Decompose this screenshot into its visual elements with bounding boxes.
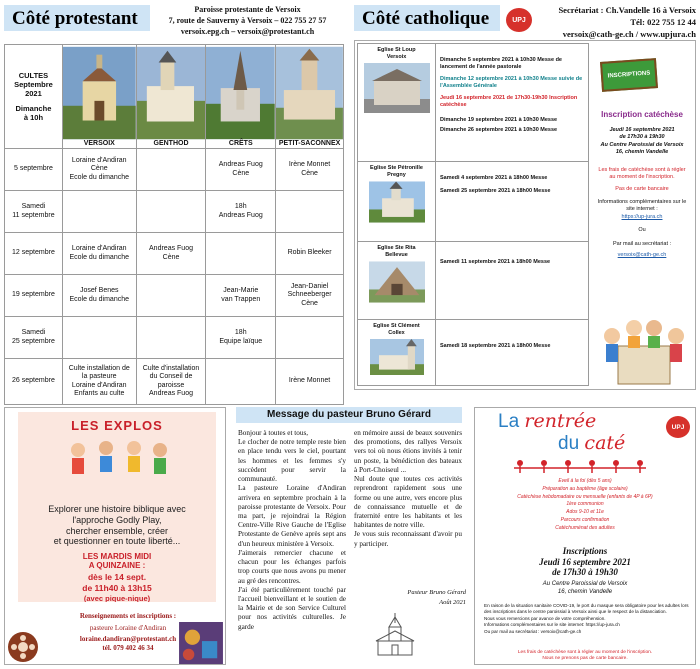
catechese-mail-label: Par mail au secrétariat : — [612, 240, 672, 247]
catechese-title: Inscription catéchèse — [601, 110, 683, 119]
row-cell: Loraine d'Andiran Ecole du dimanche — [62, 233, 136, 275]
st-clement-photo — [369, 339, 425, 375]
rentree-la: La — [498, 411, 520, 432]
catechese-ou: Ou — [638, 227, 646, 234]
ste-rita-masses — [436, 242, 589, 320]
st-loup-masses — [436, 44, 589, 162]
mass-line: Jeudi 16 septembre 2021 de 17h30-19h30 Inscription catéchèse — [440, 95, 578, 108]
catechese-email[interactable]: versoix@cath-ge.ch — [617, 252, 667, 259]
dimanche-label: Dimanche à 10h — [15, 104, 52, 122]
row-cell: Irène Monnet Cène — [276, 149, 344, 191]
church-name: Eglise Ste Pétronille Pregny — [370, 165, 423, 178]
message-col2: en mémoire aussi de beaux souvenirs des promotions, des rallyes Versoix vers toi où nous étions invités à tenir un poste, la bénédiction des bateaux à Port-Choiseul ... Nul doute que toutes ces activités reprendront rapidement sous une forme ou une autre, vers encore plus de connaissance mutuelle et de fraternité entre les habitants et les habitantes de notre ville. Je vous suis reconnaissant d'avoir pu y participer. — [354, 429, 462, 548]
prot-table — [4, 44, 344, 405]
table-row — [5, 191, 344, 233]
table-row — [5, 359, 344, 405]
table-row — [5, 149, 344, 191]
cath-title: Côté catholique — [354, 5, 500, 31]
row-cell — [136, 317, 206, 359]
church-crets — [206, 45, 276, 149]
ste-petronille-photo — [369, 181, 425, 223]
row-cell: Loraine d'Andiran Cène Ecole du dimanche — [62, 149, 136, 191]
table-row — [5, 317, 344, 359]
inscriptions-sign-text: INSCRIPTIONS — [607, 70, 651, 80]
explos-hours: de 11h40 à 13h15 — [82, 583, 152, 593]
cath-table — [357, 43, 589, 386]
st-clement-masses — [436, 320, 589, 386]
catechese-when: Jeudi 16 septembre 2021 de 17h30 à 19h30 Au Centre Paroissial de Versoix 16, chemin Vandelle — [600, 127, 684, 156]
catechese-info-text: Informations complémentaires sur le site internet : — [597, 198, 687, 213]
explos-text: Explorer une histoire biblique avec l'approche Godly Play, chercher ensemble, créer et questionner en toute liberté... — [48, 504, 186, 547]
church-genthod — [136, 45, 206, 149]
church-petit-saconnex — [276, 45, 344, 149]
cultes-label: CULTES Septembre 2021 — [14, 71, 53, 98]
church-name: Eglise Ste Rita Bellevue — [377, 245, 416, 258]
versoix-temple-photo — [63, 46, 136, 140]
col-crets: CRÊTS — [228, 139, 253, 147]
row-cell: 18h Equipe laïque — [206, 317, 276, 359]
prot-address: 7, route de Sauverny à Versoix – 022 755 27 57 — [168, 15, 327, 25]
row-cell: Culte d'installation du Conseil de paroisse Andreas Fuog — [136, 359, 206, 405]
explos-mardis: LES MARDIS MIDI A QUINZAINE : — [82, 552, 152, 571]
rentree-upj-logo — [666, 416, 690, 438]
rentree-heading — [498, 410, 596, 433]
row-cell — [62, 191, 136, 233]
row-cell — [136, 275, 206, 317]
prot-parish: Paroisse protestante de Versoix — [194, 5, 301, 14]
col-versoix: VERSOIX — [83, 139, 115, 147]
explos-title: LES EXPLOS — [71, 418, 163, 433]
mass-line: Dimanche 19 septembre 2021 à 10h30 Messe — [440, 116, 558, 123]
row-cell — [206, 233, 276, 275]
row-cell: Jean-Marie van Trappen — [206, 275, 276, 317]
cultes-cell — [5, 45, 63, 149]
genthod-temple-photo — [137, 46, 206, 140]
mass-line: Samedi 18 septembre 2021 à 18h00 Messe — [440, 343, 551, 349]
message-col1: Bonjour à toutes et tous, Le clocher de notre temple reste bien en place tendu vers le ciel, pourtant les hommes et les femmes s'y succèdent pour servir la communauté. La pasteure Loraine d'Andiran arrivera en septembre prochain à la paroisse protestante de Versoix. Pour ma part, je rejoindrai la Région Centre-Ville Rive Gauche de l'Eglise Protestante de Genève après sept ans d'un heureux ministère à Versoix. J'aimerais remercier chacune et chacun pour les échanges parfois trop courts que nous avons pu mener au gré des rencontres. J'ai été particulièrement touché par l'accueil bienveillant et le soutien de la Mairie et de son Service Culturel pour nos activités culturelles. Je garde — [238, 429, 346, 631]
col-petit-saconnex: PETIT-SACONNEX — [278, 139, 341, 147]
petit-saconnex-temple-photo — [276, 46, 343, 140]
cath-tel: Tél: 022 755 12 44 — [630, 16, 696, 27]
mass-line: Samedi 11 septembre 2021 à 18h00 Messe — [440, 259, 551, 265]
explos-pastor: pasteure Loraine d'Andiran — [89, 624, 167, 632]
col-genthod: GENTHOD — [153, 139, 189, 147]
explos-picnic: (avec pique-nique) — [83, 594, 151, 602]
catechese-card: Pas de carte bancaire — [615, 185, 669, 192]
row-cell — [276, 191, 344, 233]
inscriptions-sign — [600, 58, 658, 92]
cath-contact — [536, 5, 696, 41]
church-ste-rita — [358, 242, 436, 320]
rentree-upj-text: UPJ — [671, 423, 685, 431]
catechese-info — [592, 110, 692, 259]
kids-row-illustration — [500, 458, 670, 476]
row-date: 19 septembre — [5, 275, 63, 317]
table-row — [5, 275, 344, 317]
mass-line: Dimanche 5 septembre 2021 à 10h30 Messe de lancement de l'année pastorale — [440, 57, 562, 70]
prot-contact — [155, 5, 340, 37]
church-st-clement — [358, 320, 436, 386]
rentree-fees: Les frais de catéchèse sont à régler au moment de l'inscription. Nous ne prenons pas de carte bancaire. — [517, 650, 653, 662]
explos-poster — [18, 412, 216, 602]
church-name: Eglise St Clément Collex — [373, 323, 420, 336]
rentree-du: du — [558, 433, 580, 454]
church-versoix — [62, 45, 136, 149]
row-cell: Culte installation de la pasteure Loraine d'Andiran Enfants au culte — [62, 359, 136, 405]
rentree-covid: En raison de la situation sanitaire COVID-19, le port du masque sera obligatoire pour les adultes lors des inscriptions dans le centre paroissial à Versoix ainsi que le respect de la distanciation. Nous vous remercions par avance de votre compréhension. Informations complémentaires sur le site internet: https://up-jura.ch Ou par mail au secrétariat : versoix@cath-ge.ch — [484, 603, 689, 634]
explos-reg: Renseignements et inscriptions : — [79, 612, 177, 620]
row-cell: 18h Andreas Fuog — [206, 191, 276, 233]
program-line: Ados 9-10 et 11e — [566, 509, 604, 515]
mass-line: Samedi 4 septembre 2021 à 18h00 Messe — [440, 175, 548, 181]
rentree-place: Au Centre Paroissial de Versoix 16, chemin Vandelle — [542, 581, 628, 596]
row-cell: Robin Bleeker — [276, 233, 344, 275]
pastor-signature: Pasteur Bruno Gérard Août 2021 — [407, 589, 466, 606]
crets-temple-photo — [206, 46, 275, 140]
row-cell — [276, 317, 344, 359]
children-drawing — [58, 438, 178, 478]
cath-secretariat: Secrétariat : Ch.Vandelle 16 à Versoix — [558, 5, 696, 15]
program-line: Catéchuménat des adultes — [555, 524, 615, 531]
row-cell — [62, 317, 136, 359]
row-cell — [206, 359, 276, 405]
upj-logo-text: UPJ — [512, 16, 526, 24]
mass-line: Dimanche 26 septembre 2021 à 10h30 Messe — [440, 127, 558, 134]
kids-reading-illustration — [596, 306, 692, 388]
row-date: Samedi 25 septembre — [5, 317, 63, 359]
rentree-date: Jeudi 16 septembre 2021 de 17h30 à 19h30 — [539, 557, 631, 578]
church-ste-petronille — [358, 162, 436, 242]
toys-photo — [178, 622, 224, 664]
rentree-heading2 — [558, 432, 625, 455]
prot-title: Côté protestant — [4, 5, 150, 31]
explos-from: dès le 14 sept. — [87, 572, 147, 582]
row-date: 26 septembre — [5, 359, 63, 405]
row-cell: Andreas Fuog Cène — [136, 233, 206, 275]
ste-rita-photo — [369, 261, 425, 303]
church-st-loup — [358, 44, 436, 162]
table-row — [5, 233, 344, 275]
explos-contact-details: loraine.dandiran@protestant.ch tél. 079 402 46 34 — [79, 635, 177, 652]
row-cell: Andreas Fuog Cène — [206, 149, 276, 191]
catechese-fees: Les frais de catéchèse sont à régler au moment de l'inscription. — [598, 166, 686, 181]
program-line: Catéchèse hebdomadaire ou mensuelle (enfants de 4P à 6P) — [517, 493, 653, 500]
film-reel-icon — [6, 630, 40, 664]
rentree-word: rentrée — [524, 410, 597, 432]
row-cell: Irène Monnet — [276, 359, 344, 405]
row-date: Samedi 11 septembre — [5, 191, 63, 233]
row-cell: Josef Benes Ecole du dimanche — [62, 275, 136, 317]
mass-line: Samedi 25 septembre 2021 à 18h00 Messe — [440, 187, 551, 194]
program-line: 1ère communion — [566, 501, 604, 508]
catechese-url[interactable]: https://up-jura.ch — [621, 213, 663, 220]
upj-logo — [506, 8, 532, 32]
row-cell: Jean-Daniel Schneeberger Cène — [276, 275, 344, 317]
row-cell — [136, 149, 206, 191]
temple-sketch — [372, 608, 418, 660]
st-loup-photo — [364, 63, 430, 113]
row-cell — [136, 191, 206, 233]
prot-web: versoix.epg.ch – versoix@protestant.ch — [180, 26, 315, 36]
cath-web: versoix@cath-ge.ch / www.upjura.ch — [562, 28, 696, 39]
row-date: 12 septembre — [5, 233, 63, 275]
rentree-insc: Inscriptions — [562, 546, 608, 556]
church-name: Eglise St Loup Versoix — [377, 47, 416, 60]
rentree-programs — [478, 478, 692, 532]
program-line: Eveil à la foi (dès 5 ans) — [558, 478, 612, 484]
program-line: Parcours confirmation — [560, 516, 610, 523]
ste-petronille-masses — [436, 162, 589, 242]
row-date: 5 septembre — [5, 149, 63, 191]
mass-line: Dimanche 12 septembre 2021 à 10h30 Messe suivie de l'Assemblée Générale — [440, 76, 583, 89]
message-title: Message du pasteur Bruno Gérard — [236, 407, 462, 423]
program-line: Préparation au baptême (âge scolaire) — [542, 485, 628, 492]
rentree-cate: caté — [584, 432, 626, 454]
